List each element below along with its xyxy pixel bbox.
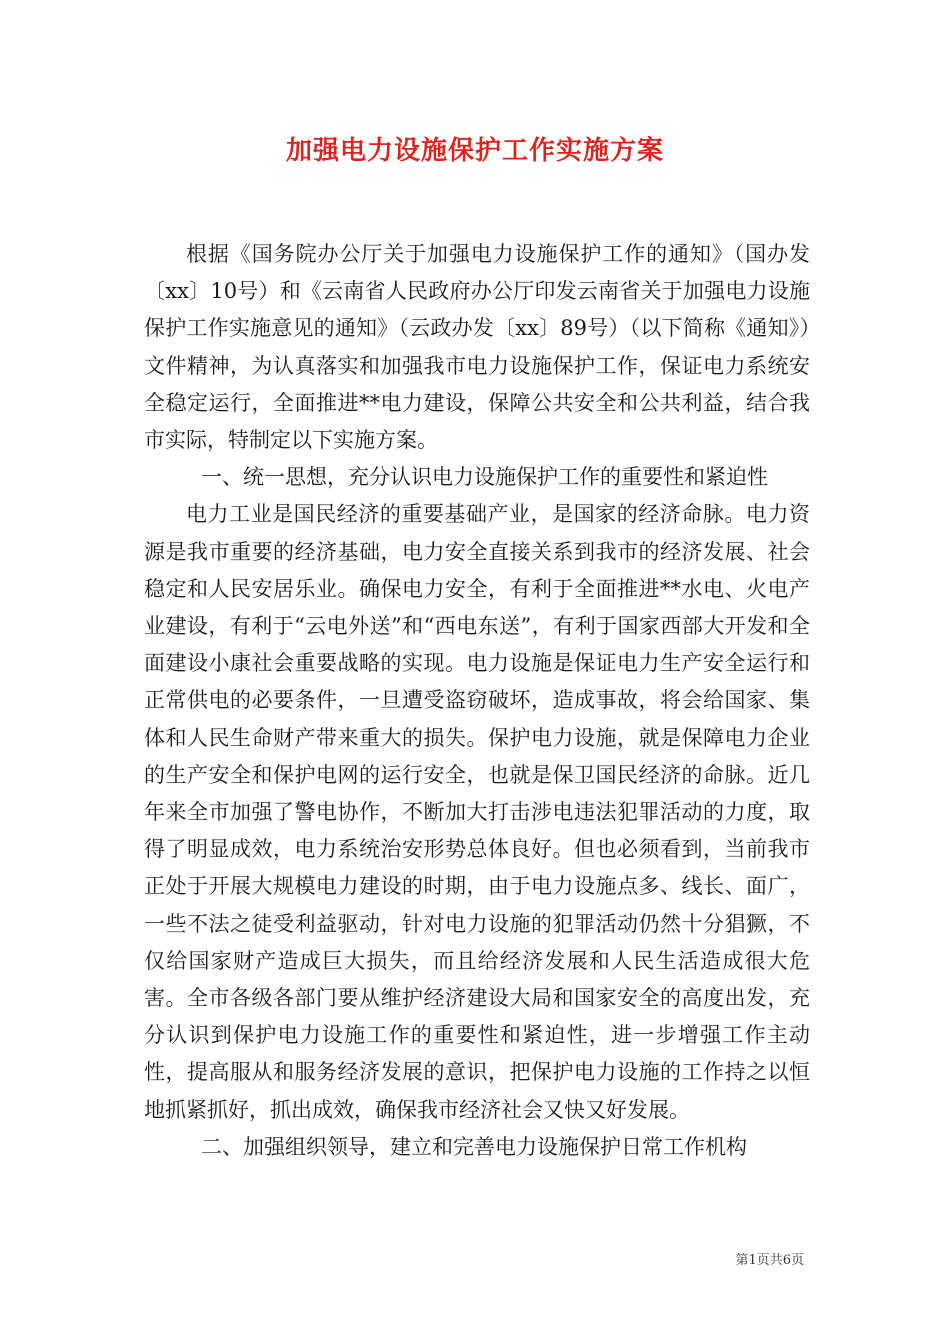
document-body: [144, 236, 810, 1166]
section-heading-2: 二、加强组织领导，建立和完善电力设施保护日常工作机构: [201, 1134, 747, 1159]
section-1-paragraph: 电力工业是国民经济的重要基础产业，是国家的经济命脉。电力资源是我市重要的经济基础，电力安全直接关系到我市的经济发展、社会稳定和人民安居乐业。确保电力安全，有利于全面推进**水电、火电产业建设，有利于“云电外送”和“西电东送”，有利于国家西部大开发和全面建设小康社会重要战略的实现。电力设施是保证电力生产安全运行和正常供电的必要条件，一旦遭受盗窃破坏，造成事故，将会给国家、集体和人民生命财产带来重大的损失。保护电力设施，就是保障电力企业的生产安全和保护电网的运行安全，也就是保卫国民经济的命脉。近几年来全市加强了警电协作，不断加大打击涉电违法犯罪活动的力度，取得了明显成效，电力系统治安形势总体良好。但也必须看到，当前我市正处于开展大规模电力建设的时期，由于电力设施点多、线长、面广，一些不法之徒受利益驱动，针对电力设施的犯罪活动仍然十分猖獗，不仅给国家财产造成巨大损失，而且给经济发展和人民生活造成很大危害。全市各级各部门要从维护经济建设大局和国家安全的高度出发，充分认识到保护电力设施工作的重要性和紧迫性，进一步增强工作主动性，提高服从和服务经济发展的意识，把保护电力设施的工作持之以恒地抓紧抓好，抓出成效，确保我市经济社会又快又好发展。: [144, 502, 810, 1122]
document-title: 加强电力设施保护工作实施方案: [285, 136, 664, 166]
intro-paragraph: 根据《国务院办公厅关于加强电力设施保护工作的通知》（国办发〔xx〕10号）和《云南省人民政府办公厅印发云南省关于加强电力设施保护工作实施意见的通知》（云政办发〔xx〕89号）（以下简称《通知》）文件精神，为认真落实和加强我市电力设施保护工作，保证电力系统安全稳定运行，全面推进**电力建设，保障公共安全和公共利益，结合我市实际，特制定以下实施方案。: [144, 242, 810, 453]
section-heading-1: 一、统一思想，充分认识电力设施保护工作的重要性和紧迫性: [201, 465, 768, 490]
page-number: 第1页共6页: [735, 1253, 804, 1268]
